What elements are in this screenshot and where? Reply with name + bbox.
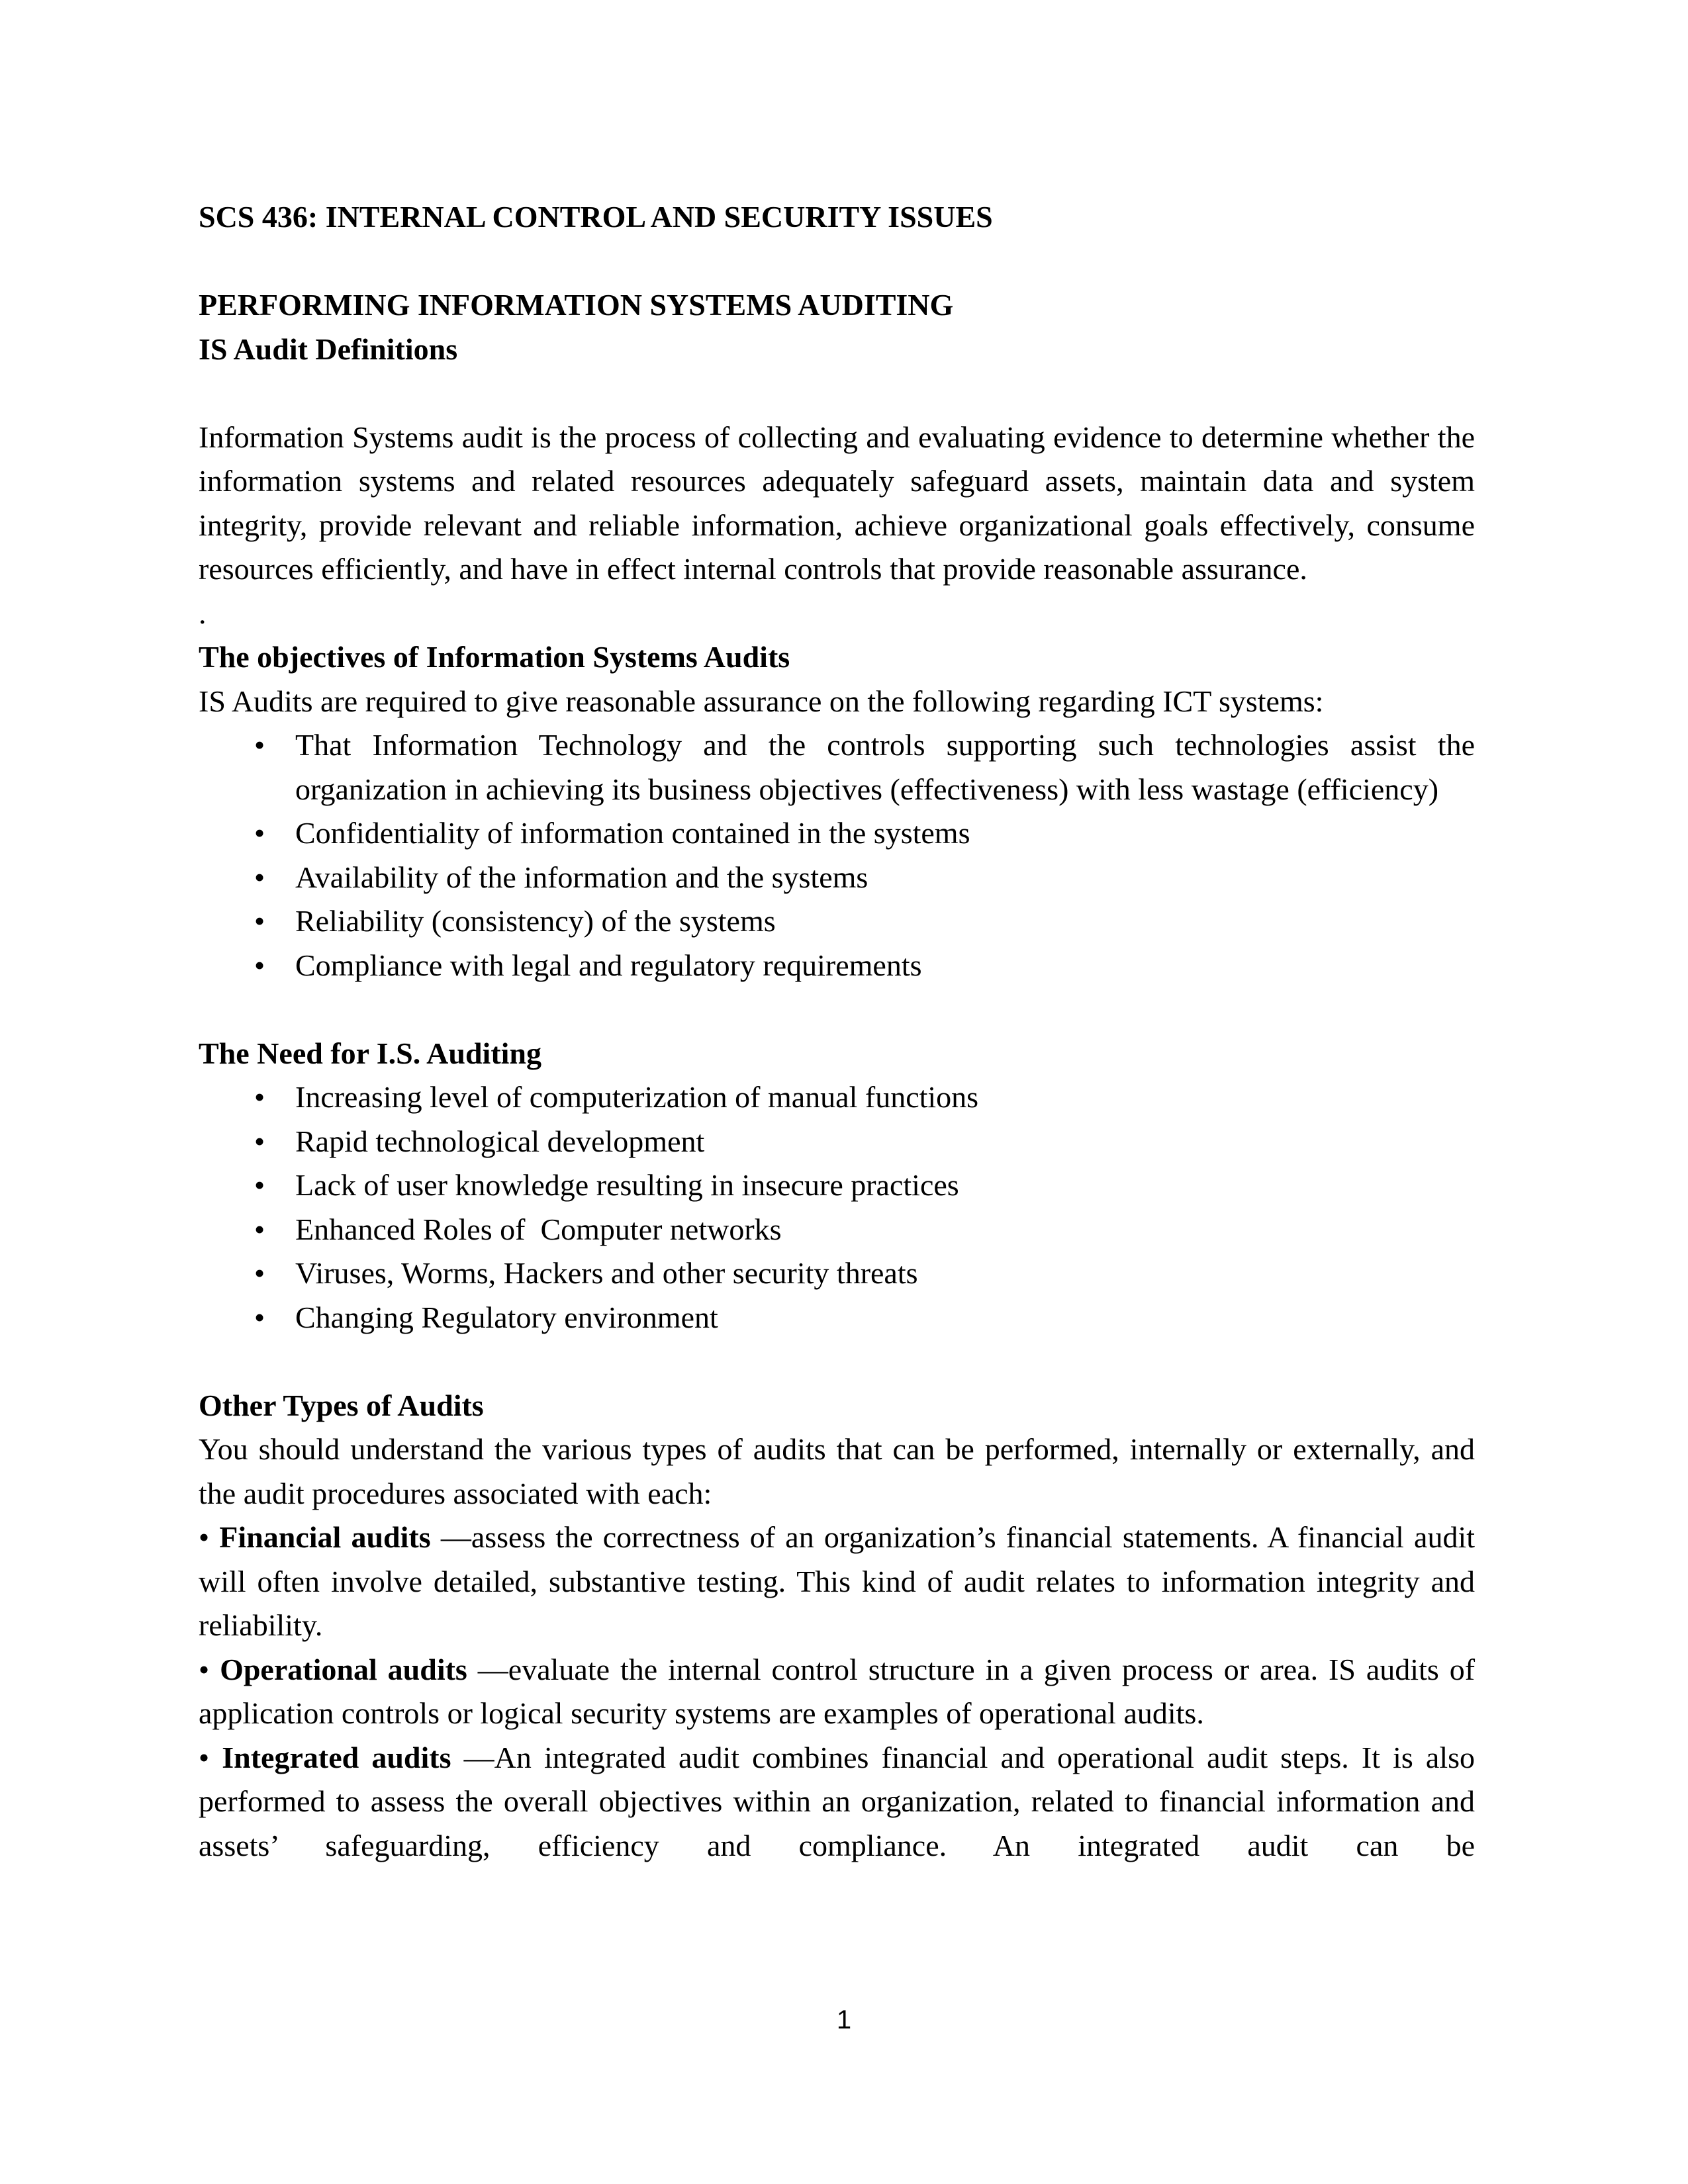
spacer	[199, 1340, 1475, 1384]
objectives-heading: The objectives of Information Systems Audits	[199, 640, 790, 674]
list-item-text: Availability of the information and the systems	[295, 860, 868, 894]
list-item-text: Reliability (consistency) of the systems	[295, 904, 776, 938]
list-item-text: Changing Regulatory environment	[295, 1300, 718, 1334]
bullet-icon: •	[254, 948, 265, 982]
course-title: SCS 436: INTERNAL CONTROL AND SECURITY ISSUES	[199, 200, 993, 234]
list-item	[199, 1075, 1475, 1120]
bullet-icon: •	[199, 1520, 210, 1554]
list-item-text: Rapid technological development	[295, 1124, 705, 1158]
bullet-icon: •	[254, 1124, 265, 1158]
bullet-icon: •	[254, 860, 265, 894]
audit-type-term: Operational audits	[220, 1652, 467, 1686]
list-item	[199, 723, 1475, 811]
other-types-heading: Other Types of Audits	[199, 1388, 484, 1422]
list-item-text: Enhanced Roles of Computer networks	[295, 1212, 782, 1246]
stray-dot: .	[199, 596, 207, 630]
audit-type-description: —An integrated audit combines financial and operational audit steps. It is also performed to assess the overall objectives within an organization, related to financial information and assets’ safeguarding, efficiency and compliance. An integrated audit can be	[199, 1740, 1476, 1862]
bullet-icon: •	[254, 1080, 265, 1114]
list-item-text: Increasing level of computerization of manual functions	[295, 1080, 979, 1114]
list-item	[199, 856, 1475, 900]
list-item	[199, 944, 1475, 988]
bullet-icon: •	[254, 1168, 265, 1202]
definitions-heading: IS Audit Definitions	[199, 332, 458, 366]
spacer	[199, 240, 1475, 284]
spacer	[199, 371, 1475, 416]
list-item-text: Lack of user knowledge resulting in insecure practices	[295, 1168, 959, 1202]
spacer	[199, 987, 1475, 1032]
list-item	[199, 899, 1475, 944]
bullet-icon: •	[254, 1212, 265, 1246]
list-item-text: That Information Technology and the controls supporting such technologies assist the organization in achieving its business objectives (effectiveness) with less wastage (efficiency)	[295, 728, 1475, 806]
list-item	[199, 1163, 1475, 1208]
page-number: 1	[836, 2005, 852, 2034]
audit-type-description: —assess the correctness of an organization’s financial statements. A financial audit will often involve detailed, substantive testing. This kind of audit relates to information integrity and reliability.	[199, 1520, 1476, 1642]
list-item	[199, 1208, 1475, 1252]
bullet-icon: •	[254, 1256, 265, 1290]
bullet-icon: •	[254, 728, 265, 762]
other-types-intro: You should understand the various types of audits that can be performed, internally or externally, and the audit procedures associated with each:	[199, 1432, 1475, 1510]
definitions-paragraph: Information Systems audit is the process of collecting and evaluating evidence to determine whether the information systems and related resources adequately safeguard assets, maintain data and system integrity, provide relevant and reliable information, achieve organizational goals effectively, consume resources efficiently, and have in effect internal controls that provide reasonable assurance.	[199, 420, 1475, 586]
list-item-text: Viruses, Worms, Hackers and other security threats	[295, 1256, 918, 1290]
need-list	[199, 1075, 1475, 1340]
list-item	[199, 811, 1475, 856]
bullet-icon: •	[199, 1740, 210, 1774]
audit-type-entry	[199, 1516, 1475, 1648]
bullet-icon: •	[254, 1300, 265, 1334]
need-heading: The Need for I.S. Auditing	[199, 1036, 542, 1070]
list-item	[199, 1120, 1475, 1164]
bullet-icon: •	[199, 1652, 210, 1686]
section-title: PERFORMING INFORMATION SYSTEMS AUDITING	[199, 288, 954, 322]
bullet-icon: •	[254, 904, 265, 938]
audit-type-description: —evaluate the internal control structure in a given process or area. IS audits of application controls or logical security systems are examples of operational audits.	[199, 1652, 1476, 1730]
objectives-intro: IS Audits are required to give reasonable assurance on the following regarding ICT systems:	[199, 684, 1324, 718]
list-item-text: Compliance with legal and regulatory requirements	[295, 948, 922, 982]
list-item-text: Confidentiality of information contained in the systems	[295, 816, 970, 850]
audit-type-term: Financial audits	[219, 1520, 431, 1554]
audit-type-term: Integrated audits	[222, 1740, 451, 1774]
list-item	[199, 1251, 1475, 1296]
list-item	[199, 1296, 1475, 1340]
audit-type-entry	[199, 1736, 1475, 1868]
objectives-list	[199, 723, 1475, 987]
audit-type-entry	[199, 1648, 1475, 1736]
document-page	[199, 195, 1475, 1868]
bullet-icon: •	[254, 816, 265, 850]
